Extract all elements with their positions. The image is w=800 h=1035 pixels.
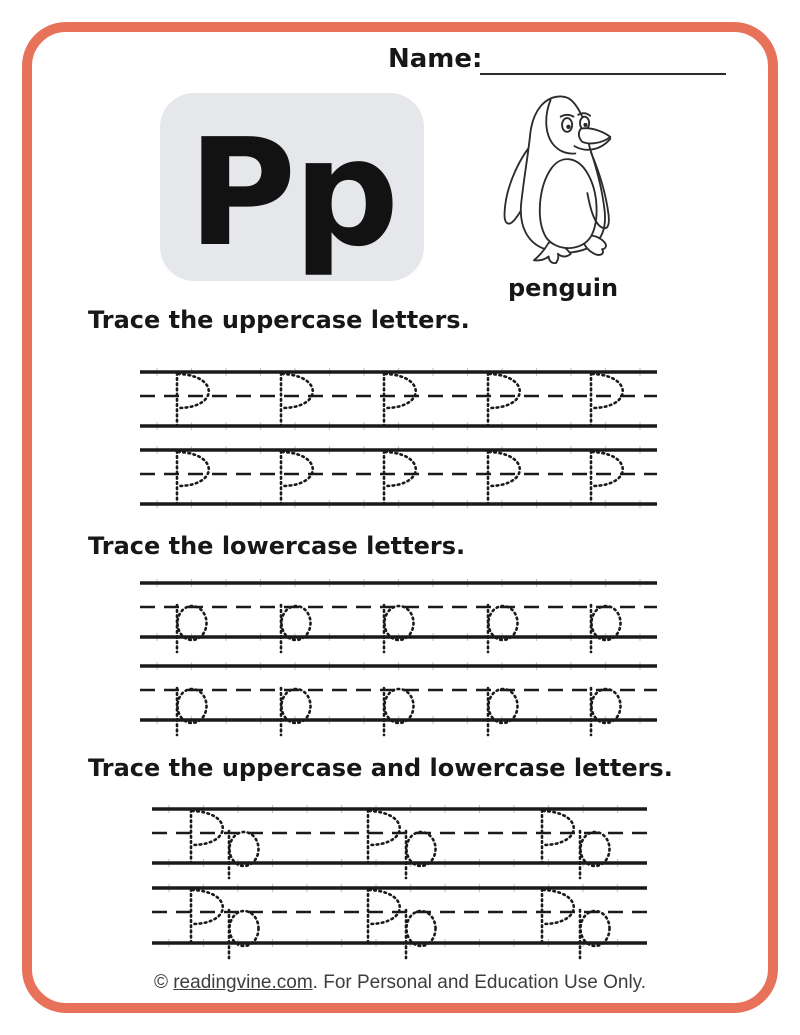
- letter-card-letters: Pp: [187, 107, 397, 279]
- section-heading-lowercase: Trace the lowercase letters.: [88, 532, 466, 560]
- tracing-row-uppercase-2: [134, 444, 662, 516]
- letter-card: [160, 93, 424, 281]
- name-label: Name:: [388, 44, 483, 74]
- tracing-row-mixed-1: [146, 803, 652, 887]
- tracing-row-uppercase-1: [134, 366, 662, 438]
- mascot-caption: penguin: [507, 274, 619, 302]
- tracing-row-lowercase-2: [134, 660, 662, 742]
- name-write-line: [480, 44, 726, 75]
- footer-link[interactable]: readingvine.com: [173, 972, 313, 993]
- penguin-illustration: [491, 90, 634, 274]
- footer-copyright: [0, 972, 800, 994]
- section-heading-mixed: Trace the uppercase and lowercase letters.: [88, 754, 673, 782]
- footer-prefix: ©: [153, 972, 174, 993]
- footer-suffix: . For Personal and Education Use Only.: [312, 972, 647, 993]
- tracing-row-lowercase-1: [134, 577, 662, 659]
- tracing-row-mixed-2: [146, 882, 652, 966]
- section-heading-uppercase: Trace the uppercase letters.: [88, 306, 470, 334]
